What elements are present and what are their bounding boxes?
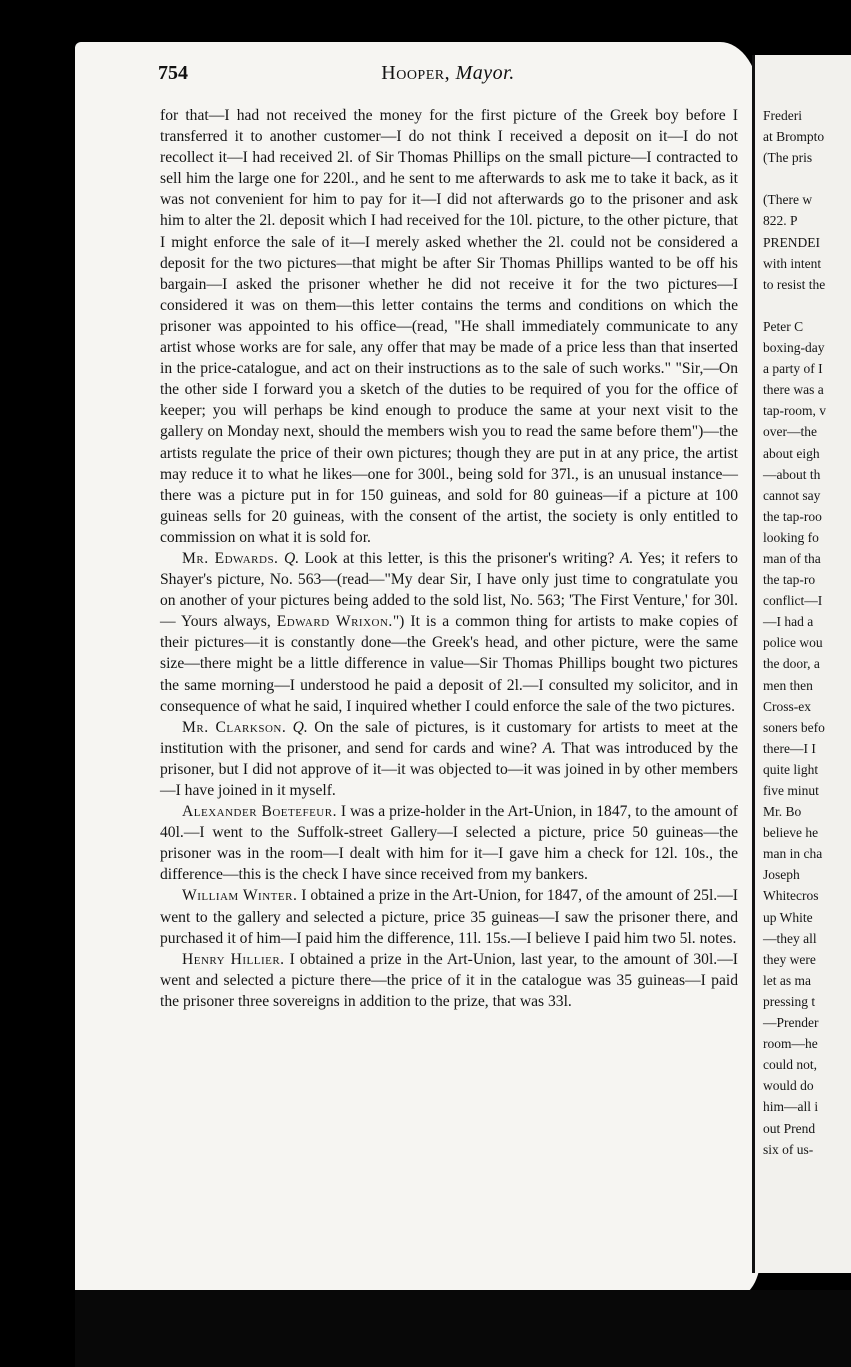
- answer-marker: A.: [542, 739, 556, 757]
- right-page-line: [763, 168, 851, 189]
- right-page-line: the door, a: [763, 656, 820, 672]
- right-page-line: Frederi: [763, 108, 802, 123]
- right-page-line: —about th: [763, 466, 821, 482]
- running-head: [158, 62, 738, 92]
- right-page-line: at Brompto: [763, 129, 825, 145]
- page-title-role: Mayor.: [455, 62, 515, 84]
- answer-text: That was introduced by the prisoner, but I did not approve of it—it was objected to—it was joined in by other members—I have joined in it myself.: [160, 739, 738, 799]
- right-page-line: there was a: [763, 382, 824, 398]
- paragraph-3: [160, 717, 738, 801]
- right-page-line: boxing-day: [763, 340, 825, 356]
- right-page-line: men then: [763, 677, 813, 693]
- right-page-line: [763, 295, 851, 316]
- right-page-line: 822. P: [763, 213, 798, 229]
- scan-bottom-shadow: [75, 1290, 851, 1367]
- body-text: [160, 105, 738, 1012]
- right-page-line: over—the: [763, 424, 817, 440]
- question-marker: Q.: [292, 718, 308, 736]
- answer-text: Yes; it refers to Shayer's picture, No. 563—(read—"My dear Sir, I have only just time to congratulate you on another of your pictures being added to the sold list, No. 563; 'The First Venture,' for 30l. — Yours always,: [160, 549, 738, 631]
- speaker-name: Alexander Boetefeur.: [182, 803, 337, 821]
- paragraph-5: [160, 885, 738, 948]
- right-page-line: room—he: [763, 1036, 818, 1052]
- question-marker: Q.: [283, 549, 300, 567]
- right-page-line: there—I I: [763, 740, 816, 756]
- right-page-line: (The pris: [763, 150, 813, 166]
- testimony-text: I obtained a prize in the Art-Union, last year, to the amount of 30l.—I went and selected a picture there—the price of it in the catalogue was 35 guineas—I paid the prisoner three sovereigns in addition to the prize, that was 33l.: [160, 950, 738, 1010]
- speaker-name: Mr. Edwards.: [182, 549, 279, 567]
- testimony-text: I obtained a prize in the Art-Union, for 1847, of the amount of 25l.—I went to the gallery and selected a picture, price 35 guineas—I saw the prisoner there, and purchased it of him—I paid him the difference, 11l. 15s.—I believe I paid him two 5l. notes.: [160, 887, 738, 947]
- page-number: 754: [158, 62, 188, 84]
- right-page-line: would do: [763, 1078, 814, 1094]
- right-page-line: him—all i: [763, 1099, 819, 1115]
- letter-signature: Edward Wrixon.: [276, 613, 393, 631]
- right-page-line: Cross-ex: [763, 698, 811, 714]
- right-page-line: Joseph: [763, 867, 800, 883]
- right-page-line: six of us-: [763, 1141, 814, 1157]
- right-page-line: man in cha: [763, 846, 823, 862]
- right-page-line: cannot say: [763, 487, 821, 503]
- right-page-line: out Prend: [763, 1120, 816, 1136]
- right-page-line: up White: [763, 909, 813, 925]
- page-title: [158, 62, 738, 85]
- right-page-line: —they all: [763, 930, 817, 946]
- right-page-line: Whitecros: [763, 888, 819, 904]
- right-page-line: Peter C: [763, 318, 804, 334]
- right-page-text: [763, 105, 851, 1160]
- right-page-line: soners befo: [763, 719, 825, 735]
- paragraph-2: [160, 548, 738, 717]
- page-title-name: Hooper,: [381, 62, 451, 84]
- speaker-name: Henry Hillier.: [182, 950, 285, 968]
- right-page-line: the tap-ro: [763, 572, 816, 588]
- right-page-line: tap-room, v: [763, 403, 826, 419]
- right-page-line: five minut: [763, 783, 819, 798]
- right-page-line: believe he: [763, 825, 819, 841]
- right-page-line: PRENDEI: [763, 234, 820, 250]
- right-page-line: pressing t: [763, 993, 816, 1009]
- question-text: On the sale of pictures, is it customary for artists to meet at the institution with the prisoner, and send for cards and wine?: [160, 718, 738, 757]
- answer-marker: A.: [619, 549, 634, 567]
- right-page-line: let as ma: [763, 972, 811, 988]
- testimony-text: I was a prize-holder in the Art-Union, in 1847, to the amount of 40l.—I went to the Suffolk-street Gallery—I selected a picture, price 50 guineas—the prisoner was in the room—I dealt with him for it—I gave him a check for 12l. 10s., the difference—this is the check I have since received from my bankers.: [160, 803, 738, 884]
- right-page-line: (There w: [763, 192, 813, 208]
- right-page-fragment: [752, 55, 851, 1273]
- paragraph-6: [160, 949, 738, 1012]
- right-page-line: they were: [763, 951, 816, 967]
- right-page-line: quite light: [763, 761, 819, 777]
- paragraph-4: [160, 801, 738, 885]
- right-page-line: the tap-roo: [763, 508, 822, 524]
- answer-continuation: ") It is a common thing for artists to make copies of their pictures—it is constantly done—the Greek's head, and other picture, were the same size—there might be a little difference in value—Sir Thomas Phillips bought two pictures the same morning—I understood he paid a deposit of 2l.—I consulted my solicitor, and in consequence of what he said, I inquired whether I could enforce the sale of the two pictures.: [160, 613, 738, 715]
- right-page-line: Mr. Bo: [763, 804, 802, 820]
- right-page-line: —Prender: [763, 1015, 819, 1031]
- speaker-name: William Winter.: [182, 887, 298, 905]
- right-page-line: police wou: [763, 635, 823, 651]
- right-page-line: a party of I: [763, 361, 823, 377]
- right-page-line: with intent: [763, 255, 822, 271]
- right-page-line: conflict—I: [763, 593, 823, 609]
- right-page-line: about eigh: [763, 445, 820, 461]
- right-page-line: looking fo: [763, 529, 819, 545]
- right-page-line: —I had a: [763, 614, 814, 630]
- right-page-line: to resist the: [763, 276, 826, 292]
- question-text: Look at this letter, is this the prisoner's writing?: [304, 549, 615, 567]
- right-page-line: man of tha: [763, 550, 821, 566]
- right-page-line: could not,: [763, 1057, 817, 1073]
- paragraph-1: for that—I had not received the money for the first picture of the Greek boy before I transferred it to another customer—I do not think I received a deposit on it—I do not recollect it—I had received 2l. of Sir Thomas Phillips on the small picture—I contracted to sell him the large one for 220l., and he sent to me afterwards to ask me to take it back, as it was not convenient for him to pay for it—I did not afterwards go to the prisoner and ask him to alter the 2l. deposit which I had received for the 10l. picture, to the other picture, that I might enforce the sale of it—I merely asked whether the 2l. could not be considered a deposit for the two pictures—that might be after Sir Thomas Phillips wanted to be off his bargain—I asked the prisoner whether he did not receive it for the two pictures—I considered it was on them—this letter contains the terms and conditions on which the prisoner was appointed to his office—(read, "He shall immediately communicate to any artist whose works are for sale, any offer that may be made of a price less than that inserted in the price-catalogue, and act on their instructions as to the sale of such works." "Sir,—On the other side I forward you a sketch of the duties to be required of you for the office of keeper; you will perhaps be kind enough to produce the same at your next visit to the gallery on Monday next, should the members wish you to read the same before them")—the artists regulate the price of their own pictures; though they are put in at any price, the artist may reduce it to what he likes—one for 300l., being sold for 37l., is an unusual instance—there was a picture put in for 150 guineas, and sold for 80 guineas—if a picture at 100 guineas sells for 20 guineas, with the consent of the artist, the society is only entitled to commission on what it is sold for.: [160, 107, 738, 546]
- speaker-name: Mr. Clarkson.: [182, 718, 287, 736]
